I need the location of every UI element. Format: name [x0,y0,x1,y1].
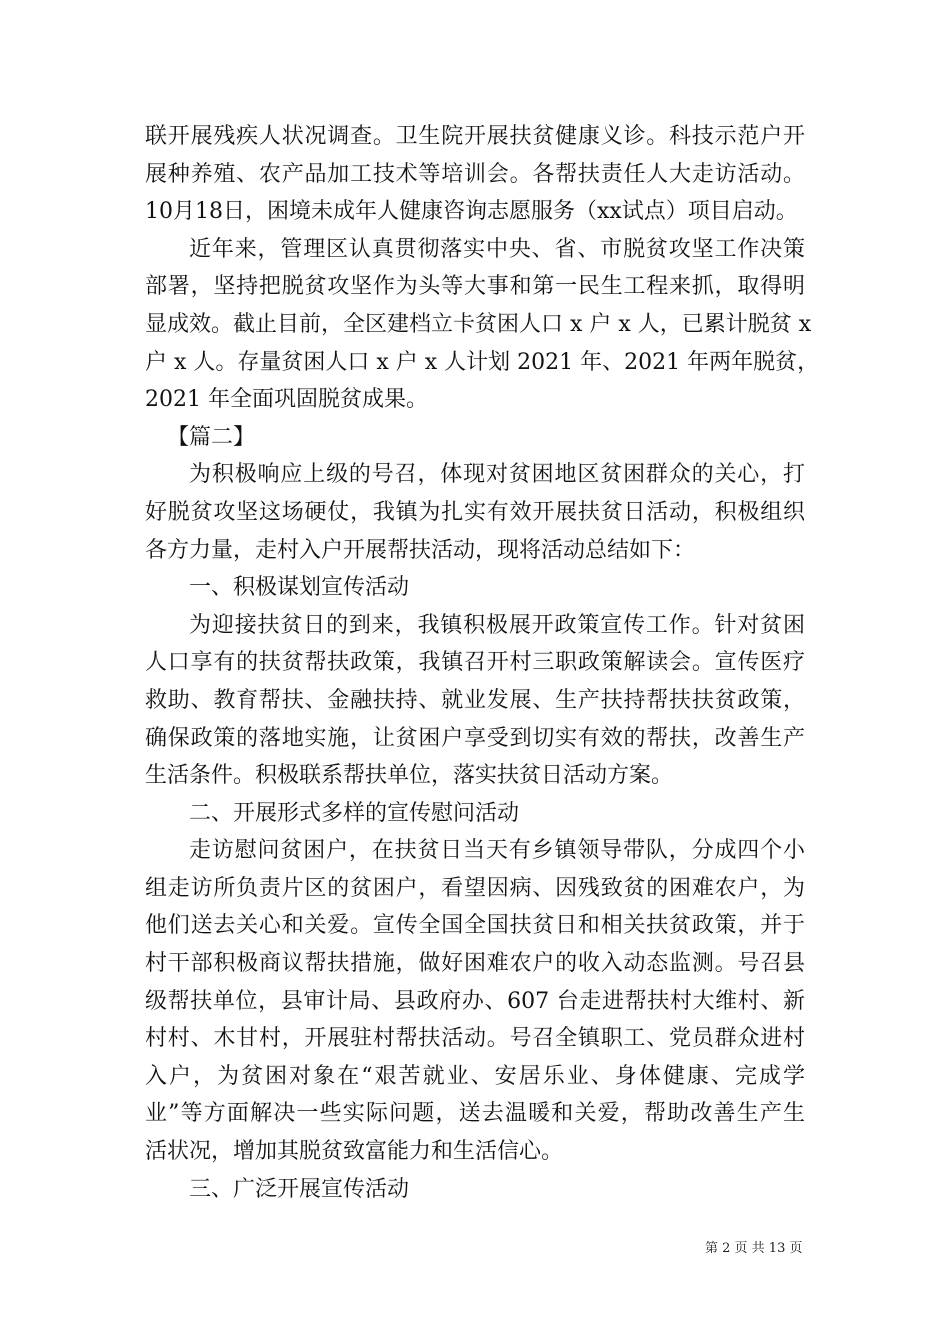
subsection-heading: 三、广泛开展宣传活动 [189,1176,410,1202]
text-line: 活状况，增加其脱贫致富能力和生活信心。 [145,1139,564,1165]
text-line: 2021 年全面巩固脱贫成果。 [145,387,428,413]
text-line: 组走访所负责片区的贫困户，看望因病、因残致贫的困难农户，为 [145,875,805,901]
text-line: 部署，坚持把脱贫攻坚作为头等大事和第一民生工程来抓，取得明 [145,274,805,300]
text-line: 各方力量，走村入户开展帮扶活动，现将活动总结如下： [145,537,696,563]
paragraph-first-line: 近年来，管理区认真贯彻落实中央、省、市脱贫攻坚工作决策 [189,236,805,262]
text-line: 确保政策的落地实施，让贫困户享受到切实有效的帮扶，改善生产 [145,725,805,751]
page-number-footer: 第 2 页 共 13 页 [705,1241,803,1256]
text-line: 户 x 人。存量贫困人口 x 户 x 人计划 2021 年、2021 年两年脱贫， [145,349,820,375]
text-line: 生活条件。积极联系帮扶单位，落实扶贫日活动方案。 [145,763,674,789]
text-line: 10月18日，困境未成年人健康咨询志愿服务（xx试点）项目启动。 [145,199,798,225]
section-heading: 【篇二】 [167,424,256,450]
subsection-heading: 二、开展形式多样的宣传慰问活动 [189,800,520,826]
text-line: 展种养殖、农产品加工技术等培训会。各帮扶责任人大走访活动。 [145,161,805,187]
text-line: 联开展残疾人状况调查。卫生院开展扶贫健康义诊。科技示范户开 [145,124,805,149]
text-line: 入户，为贫困对象在“艰苦就业、安居乐业、身体健康、完成学 [145,1063,805,1089]
text-line: 救助、教育帮扶、金融扶持、就业发展、生产扶持帮扶扶贫政策， [145,687,805,713]
text-line: 显成效。截止目前，全区建档立卡贫困人口 x 户 x 人，已累计脱贫 x [145,311,812,337]
text-line: 人口享有的扶贫帮扶政策，我镇召开村三职政策解读会。宣传医疗 [145,650,805,676]
text-line: 级帮扶单位，县审计局、县政府办、607 台走进帮扶村大维村、新 [145,988,805,1014]
text-line: 他们送去关心和关爱。宣传全国全国扶贫日和相关扶贫政策，并于 [145,913,805,939]
text-line: 好脱贫攻坚这场硬仗，我镇为扎实有效开展扶贫日活动，积极组织 [145,499,805,525]
paragraph-first-line: 为迎接扶贫日的到来，我镇积极展开政策宣传工作。针对贫困 [189,612,805,638]
paragraph-first-line: 为积极响应上级的号召，体现对贫困地区贫困群众的关心，打 [189,462,805,488]
paragraph-first-line: 走访慰问贫困户，在扶贫日当天有乡镇领导带队，分成四个小 [189,838,805,864]
text-line: 村干部积极商议帮扶措施，做好困难农户的收入动态监测。号召县 [145,951,805,977]
subsection-heading: 一、积极谋划宣传活动 [189,575,410,601]
text-line: 村村、木甘村，开展驻村帮扶活动。号召全镇职工、党员群众进村 [145,1026,805,1052]
document-body [145,118,820,1208]
text-line: 业”等方面解决一些实际问题，送去温暖和关爱，帮助改善生产生 [145,1101,805,1127]
